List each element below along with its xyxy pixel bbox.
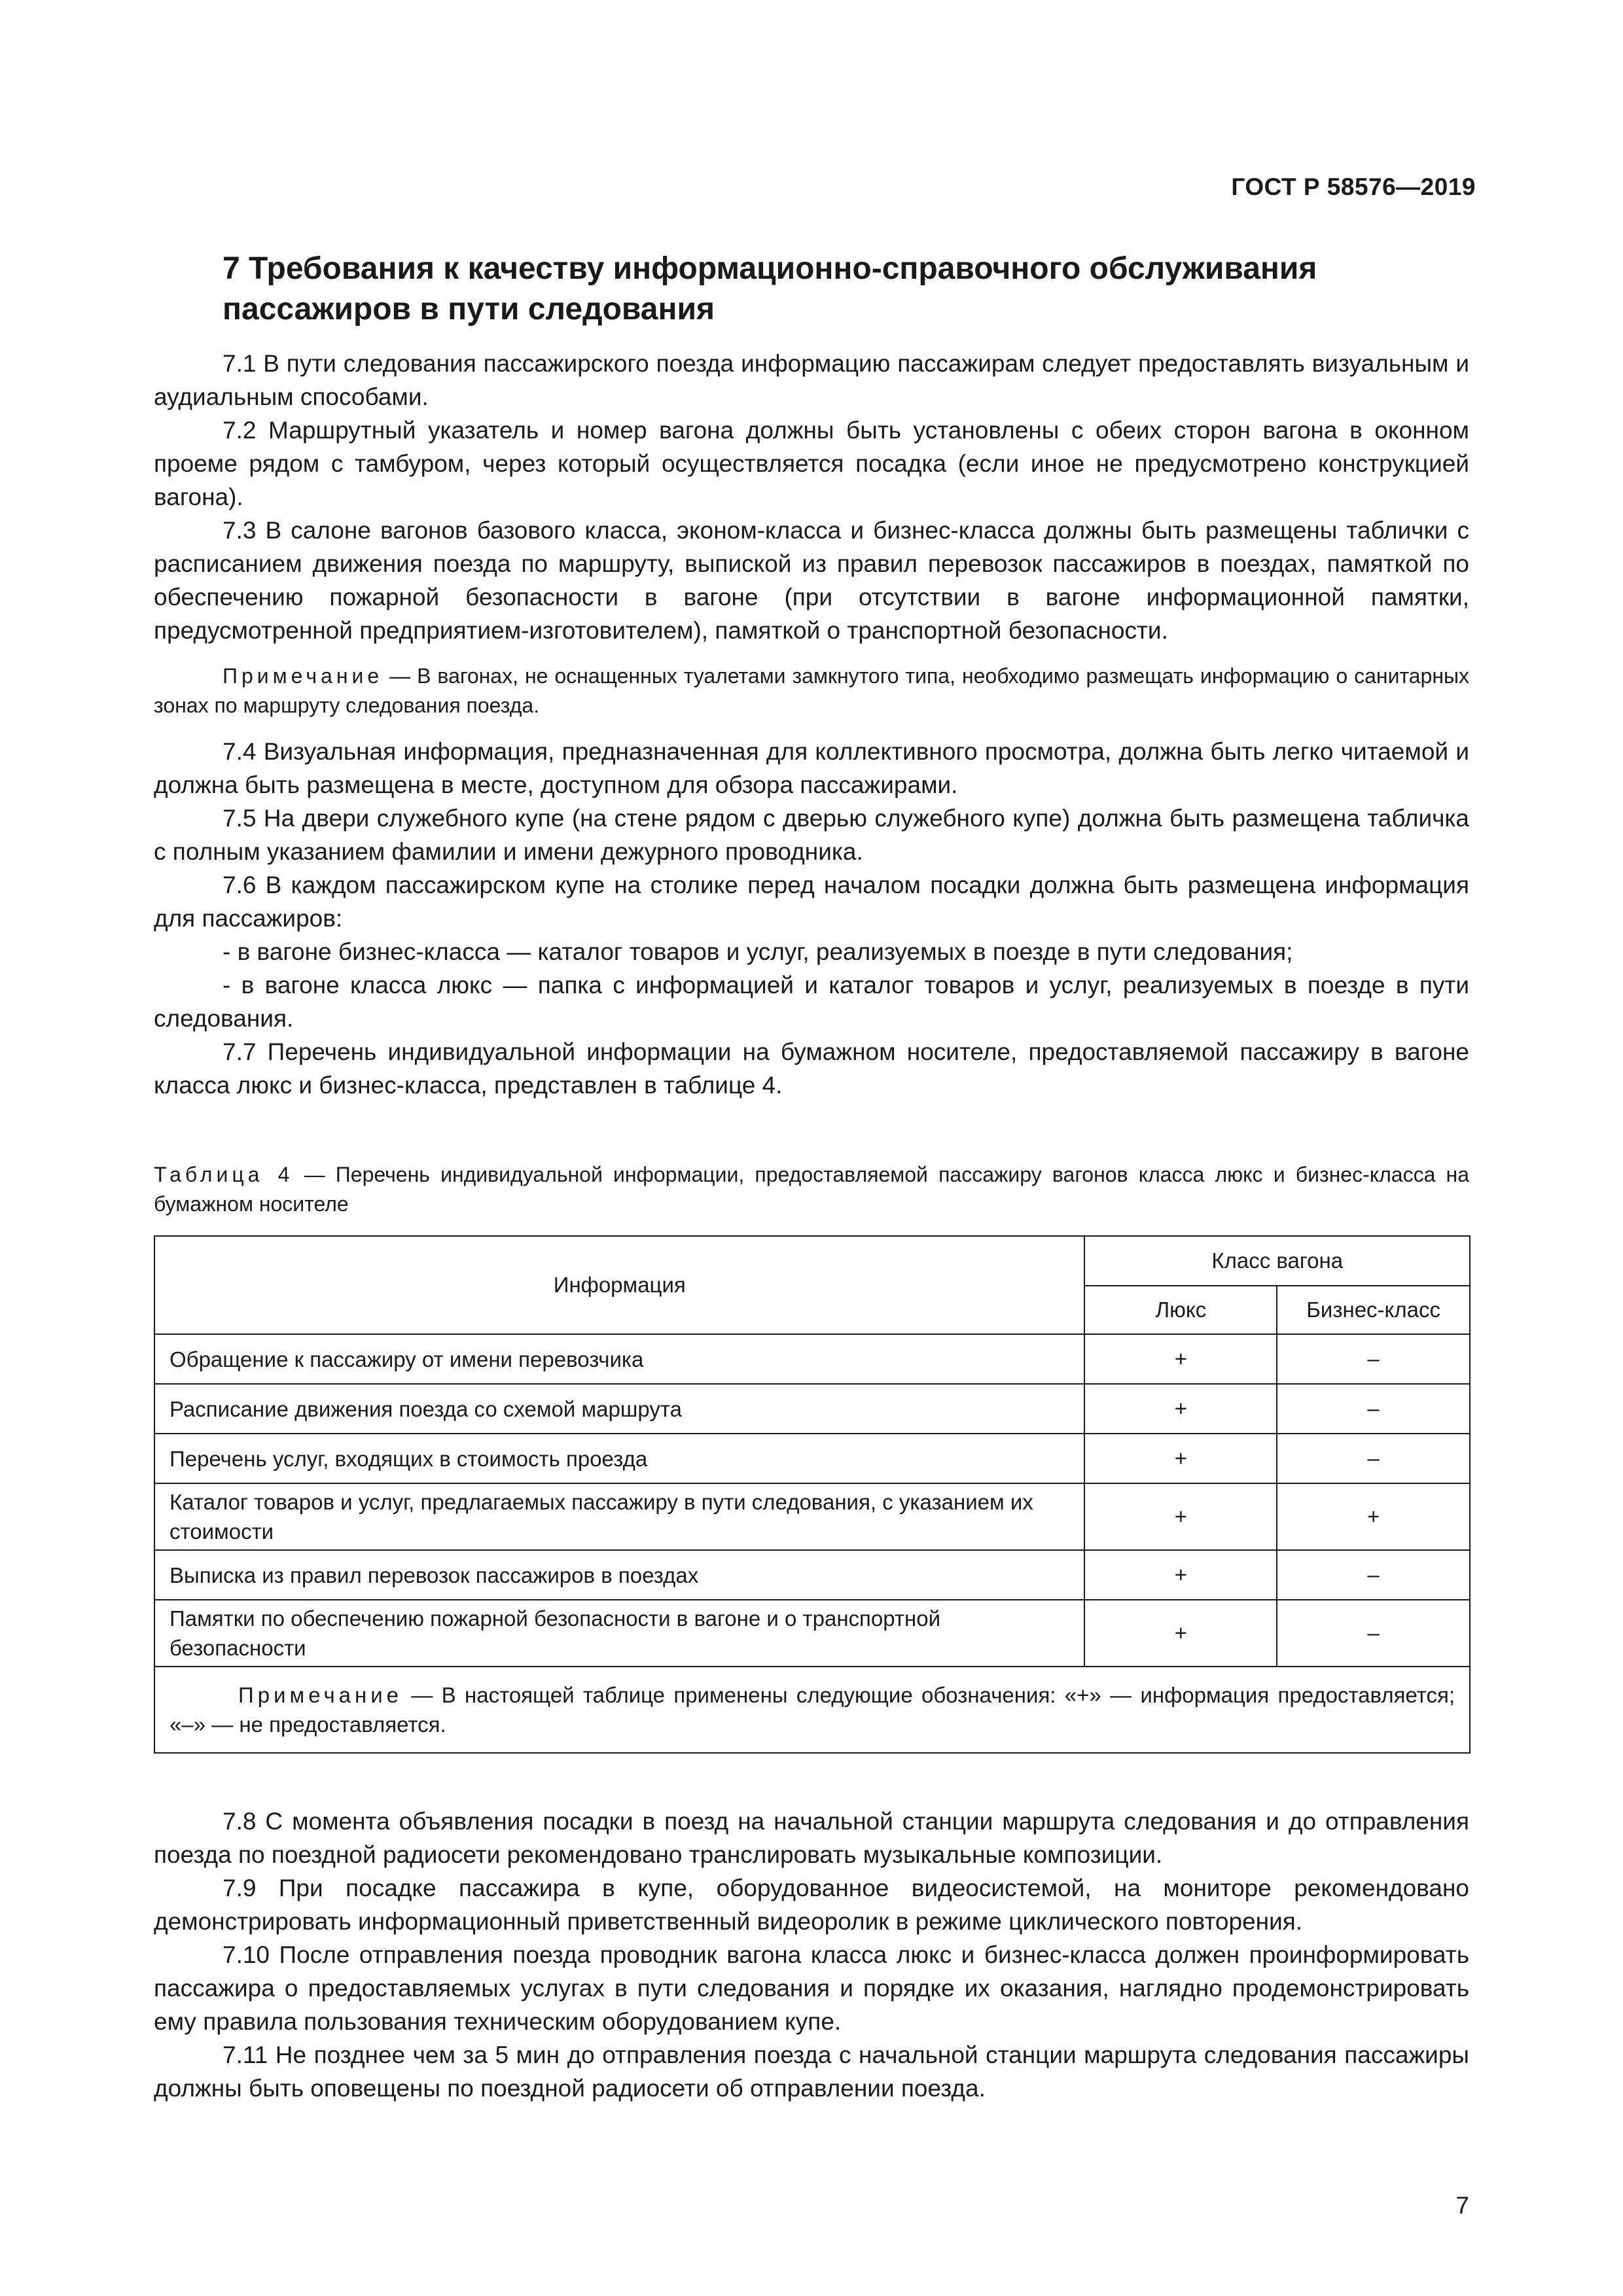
table-cell-business: – xyxy=(1277,1600,1470,1667)
table-caption-text: — Перечень индивидуальной информации, предоставляемой пассажиру вагонов класса люкс и бизнес-класса на бумажном носителе xyxy=(154,1163,1470,1216)
table-cell-business: – xyxy=(1277,1384,1470,1434)
section-title: 7 Требования к качеству информационно-справочного обслуживания пассажиров в пути следования xyxy=(223,251,1317,327)
table-cell-business: – xyxy=(1277,1434,1470,1483)
note-1-label: Примечание xyxy=(223,664,383,688)
page-number: 7 xyxy=(1455,2192,1469,2219)
paragraph-7-2: 7.2 Маршрутный указатель и номер вагона должны быть установлены с обеих сторон вагона в оконном проеме рядом с тамбуром, через который осуществляется посадка (если иное не предусмотрено конструкцией вагона). xyxy=(154,417,1469,510)
paragraph-7-10: 7.10 После отправления поезда проводник вагона класса люкс и бизнес-класса должен проинформировать пассажира о предоставляемых услугах в пути следования и порядке их оказания, наглядно продемонстрировать ему правила пользования техническим оборудованием купе. xyxy=(154,1941,1469,2035)
table-caption xyxy=(154,1160,1469,1219)
table-note-text: — В настоящей таблице применены следующие обозначения: «+» — информация предоставляется; «–» — не предоставляется. xyxy=(169,1683,1455,1737)
table-header-lux: Люкс xyxy=(1084,1286,1277,1334)
table-cell-business: + xyxy=(1277,1483,1470,1550)
list-item: - в вагоне бизнес-класса — каталог товаров и услуг, реализуемых в поезде в пути следования; xyxy=(223,938,1293,965)
paragraph-7-4: 7.4 Визуальная информация, предназначенная для коллективного просмотра, должна быть легко читаемой и должна быть размещена в месте, доступном для обзора пассажирами. xyxy=(154,738,1469,798)
table-caption-label: Таблица 4 xyxy=(154,1163,294,1186)
table-cell-info: Каталог товаров и услуг, предлагаемых пассажиру в пути следования, с указанием их стоимости xyxy=(154,1483,1084,1550)
paragraph-7-1: 7.1 В пути следования пассажирского поезда информацию пассажирам следует предоставлять визуальным и аудиальным способами. xyxy=(154,350,1469,410)
table-note-row xyxy=(154,1667,1470,1753)
table-row xyxy=(154,1600,1470,1667)
table-header-class: Класс вагона xyxy=(1084,1236,1470,1286)
paragraph-7-6: 7.6 В каждом пассажирском купе на столике перед началом посадки должна быть размещена информация для пассажиров: xyxy=(154,872,1469,932)
table-cell-info: Выписка из правил перевозок пассажиров в поездах xyxy=(154,1550,1084,1600)
paragraph-7-8: 7.8 С момента объявления посадки в поезд на начальной станции маршрута следования и до отправления поезда по поездной радиосети рекомендовано транслировать музыкальные композиции. xyxy=(154,1808,1469,1868)
table-cell-lux: + xyxy=(1084,1434,1277,1483)
table-cell-lux: + xyxy=(1084,1550,1277,1600)
table-cell-lux: + xyxy=(1084,1483,1277,1550)
paragraph-7-11: 7.11 Не позднее чем за 5 мин до отправления поезда с начальной станции маршрута следования пассажиры должны быть оповещены по поездной радиосети об отправлении поезда. xyxy=(154,2041,1469,2102)
note-1 xyxy=(154,662,1469,720)
table-header-business: Бизнес-класс xyxy=(1277,1286,1470,1334)
table-header-info: Информация xyxy=(154,1236,1084,1334)
paragraph-7-5: 7.5 На двери служебного купе (на стене рядом с дверью служебного купе) должна быть размещена табличка с полным указанием фамилии и имени дежурного проводника. xyxy=(154,805,1469,865)
table-row xyxy=(154,1434,1470,1483)
table-row xyxy=(154,1483,1470,1550)
table-cell-lux: + xyxy=(1084,1384,1277,1434)
table-note xyxy=(154,1667,1470,1753)
table-row xyxy=(154,1384,1470,1434)
list-item: - в вагоне класса люкс — папка с информацией и каталог товаров и услуг, реализуемых в поезде в пути следования. xyxy=(154,972,1469,1032)
document-code: ГОСТ Р 58576—2019 xyxy=(1231,173,1476,200)
table-cell-info: Памятки по обеспечению пожарной безопасности в вагоне и о транспортной безопасности xyxy=(154,1600,1084,1667)
table-cell-lux: + xyxy=(1084,1334,1277,1384)
note-1-text: — В вагонах, не оснащенных туалетами замкнутого типа, необходимо размещать информацию о санитарных зонах по маршруту следования поезда. xyxy=(154,664,1469,717)
info-table xyxy=(154,1235,1471,1754)
table-cell-business: – xyxy=(1277,1334,1470,1384)
paragraph-7-9: 7.9 При посадке пассажира в купе, оборудованное видеосистемой, на мониторе рекомендовано демонстрировать информационный приветственный видеоролик в режиме циклического повторения. xyxy=(154,1875,1469,1935)
paragraph-7-7: 7.7 Перечень индивидуальной информации на бумажном носителе, предоставляемой пассажиру в вагоне класса люкс и бизнес-класса, представлен в таблице 4. xyxy=(154,1038,1469,1099)
table-note-label: Примечание xyxy=(238,1683,403,1707)
table-cell-info: Расписание движения поезда со схемой маршрута xyxy=(154,1384,1084,1434)
body-block-c xyxy=(154,1805,1469,2105)
body-block-a xyxy=(154,347,1469,1102)
paragraph-7-3: 7.3 В салоне вагонов базового класса, эконом-класса и бизнес-класса должны быть размещены таблички с расписанием движения поезда по маршруту, выпиской из правил перевозок пассажиров в поездах, памяткой по обеспечению пожарной безопасности в вагоне (при отсутствии в вагоне информационной памятки, предусмотренной предприятием-изготовителем), памяткой о транспортной безопасности. xyxy=(154,517,1469,644)
table-cell-business: – xyxy=(1277,1550,1470,1600)
table-cell-lux: + xyxy=(1084,1600,1277,1667)
table-cell-info: Перечень услуг, входящих в стоимость проезда xyxy=(154,1434,1084,1483)
table-row xyxy=(154,1550,1470,1600)
table-row xyxy=(154,1334,1470,1384)
table-cell-info: Обращение к пассажиру от имени перевозчика xyxy=(154,1334,1084,1384)
